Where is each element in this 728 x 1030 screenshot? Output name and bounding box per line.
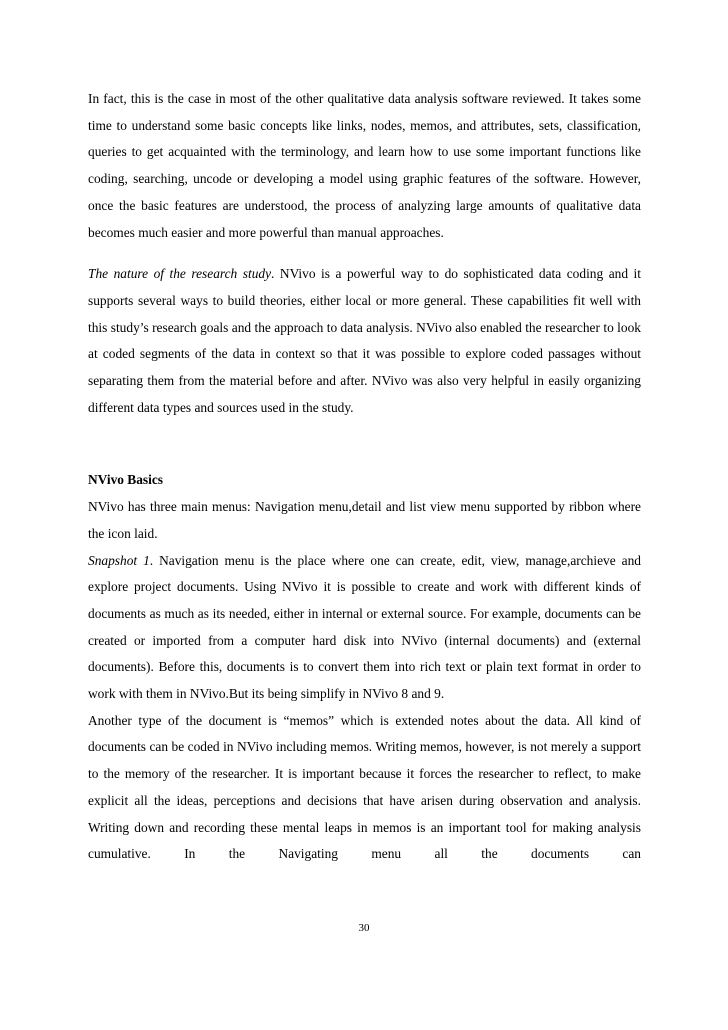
section-heading: NVivo Basics (88, 472, 164, 488)
section-spacer (88, 421, 641, 467)
page-body (88, 86, 641, 868)
paragraph-main-menus: NVivo has three main menus: Navigation menu,detail and list view menu supported by ribbon where the icon laid. (88, 499, 641, 541)
snapshot-body-text: . Navigation menu is the place where one can create, edit, view, manage,archieve and explore project documents. Using NVivo it is possible to create and work with different kinds of documents as much as its needed, either in internal or external source. For example, documents can be created or imported from a computer hard disk into NVivo (internal documents) and (external documents). Before this, documents is to convert them into rich text or plain text format in order to work with them in NVivo.But its being simplify in NVivo 8 and 9. (88, 552, 641, 702)
paragraph-snapshot (88, 548, 641, 708)
snapshot-label-italic: Snapshot 1 (88, 552, 150, 568)
paragraph-spacer (88, 246, 641, 261)
paragraph-software-learning: In fact, this is the case in most of the other qualitative data analysis software reviewed. It takes some time to understand some basic concepts like links, nodes, memos, and attributes, sets, classification, queries to get acquainted with the terminology, and learn how to use some important functions like coding, searching, uncode or developing a model using graphic features of the software. However, once the basic features are understood, the process of analyzing large amounts of qualitative data becomes much easier and more powerful than manual approaches. (88, 91, 641, 240)
paragraph-research-nature (88, 261, 641, 421)
paragraph-memos: Another type of the document is “memos” which is extended notes about the data. All kind of documents can be coded in NVivo including memos. Writing memos, however, is not merely a support to the memory of the researcher. It is important because it forces the researcher to reflect, to make explicit all the ideas, perceptions and decisions that have arisen during observation and analysis. Writing down and recording these mental leaps in memos is an important tool for making analysis cumulative. In the Navigating menu all the documents can (88, 712, 641, 862)
paragraph-lead-italic: The nature of the research study (88, 266, 272, 282)
paragraph-body-text: . NVivo is a powerful way to do sophisticated data coding and it supports several ways to build theories, either local or more general. These capabilities fit well with this study’s research goals and the approach to data analysis. NVivo also enabled the researcher to look at coded segments of the data in context so that it was possible to explore coded passages without separating them from the material before and after. NVivo was also very helpful in easily organizing different data types and sources used in the study. (88, 266, 641, 415)
page-number: 30 (358, 922, 370, 934)
